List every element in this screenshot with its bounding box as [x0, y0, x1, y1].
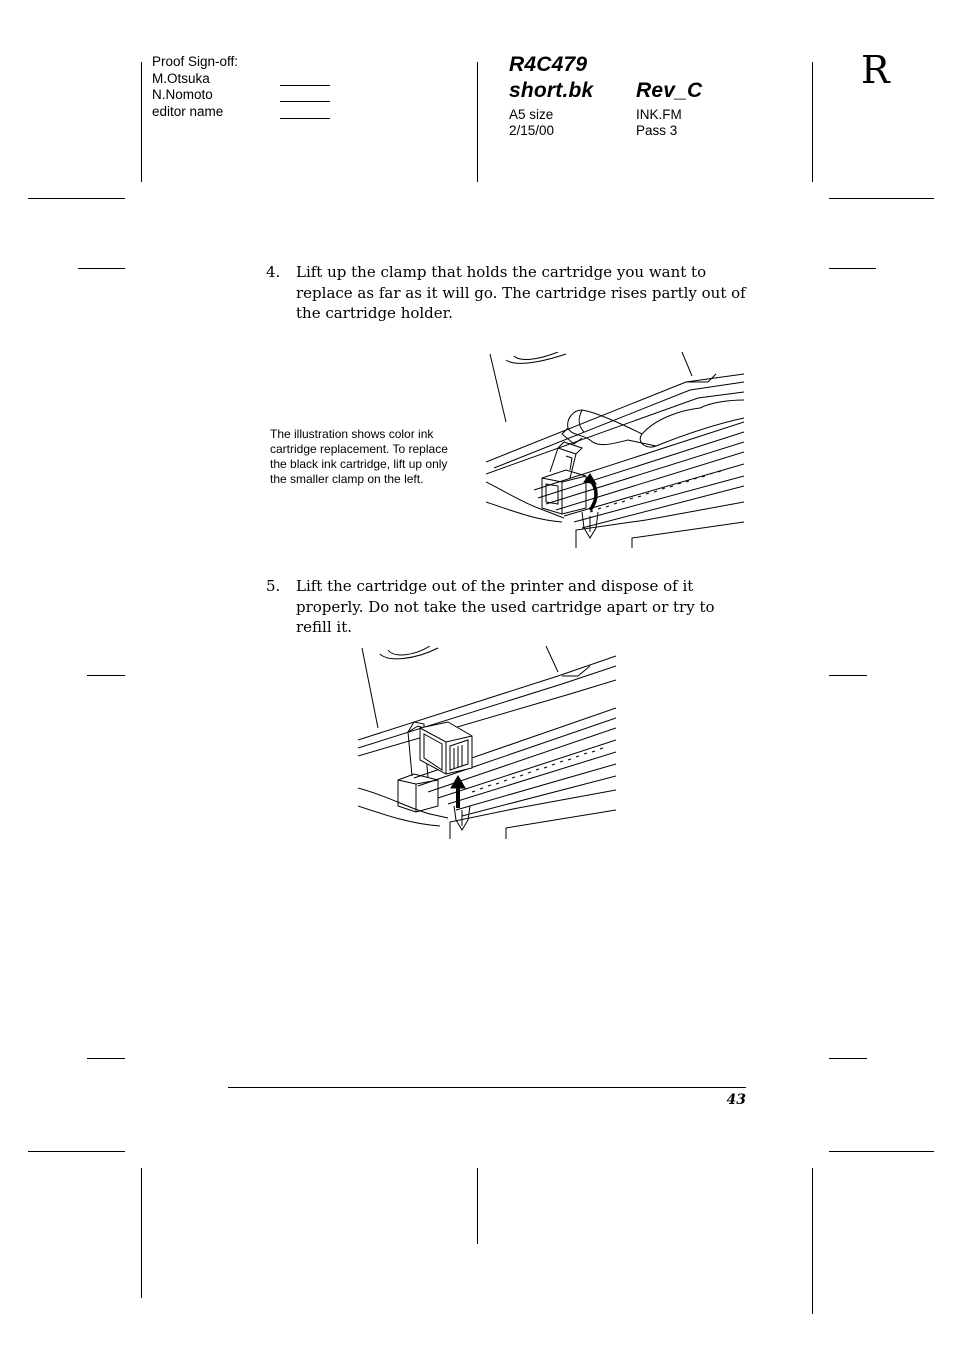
page-number: 43: [726, 1092, 746, 1108]
margin-mark-right-3: [829, 1058, 867, 1059]
signer-2: N.Nomoto: [152, 87, 213, 102]
signoff-line-2: [280, 101, 330, 102]
crop-mark-top-right-vertical: [812, 62, 813, 182]
paper-size: A5 size: [509, 107, 554, 122]
margin-mark-left-2: [87, 675, 125, 676]
proof-signoff-label: Proof Sign-off:: [152, 54, 239, 69]
margin-mark-left-1: [78, 268, 125, 269]
cartridge-removal-illustration: [358, 646, 616, 839]
margin-mark-left-3: [87, 1058, 125, 1059]
footer-rule: [228, 1087, 746, 1088]
step-4-number: 4.: [266, 263, 281, 281]
margin-mark-right-1: [829, 268, 876, 269]
pass-label: Pass 3: [636, 123, 678, 138]
revision-code: Rev_C: [636, 79, 703, 102]
step-5-number: 5.: [266, 577, 281, 595]
step-4: [266, 262, 748, 324]
crop-mark-bottom-left-horizontal: [28, 1151, 125, 1152]
proof-signoff-block: [152, 54, 272, 120]
clamp-illustration: [486, 352, 744, 548]
crop-mark-top-left-horizontal: [28, 198, 125, 199]
crop-mark-bottom-right-vertical: [812, 1168, 813, 1314]
crop-mark-bottom-left-vertical: [141, 1168, 142, 1298]
margin-mark-right-2: [829, 675, 867, 676]
corner-mark: R: [861, 48, 890, 92]
doc-date: 2/15/00: [509, 123, 555, 138]
crop-mark-bottom-right-horizontal: [829, 1151, 934, 1152]
crop-mark-top-right-horizontal: [829, 198, 934, 199]
crop-mark-top-center-vertical: [477, 62, 478, 182]
step-5-text: Lift the cartridge out of the printer and dispose of it properly. Do not take the used cartridge apart or try to refill it.: [296, 577, 715, 636]
signoff-line-1: [280, 85, 330, 86]
step-5: [266, 576, 748, 636]
step-4-text: Lift up the clamp that holds the cartridge you want to replace as far as it will go. The cartridge rises partly out of the cartridge holder.: [296, 263, 746, 322]
signoff-line-3: [280, 118, 330, 119]
signer-3: editor name: [152, 103, 224, 119]
crop-mark-top-left-vertical: [141, 62, 142, 182]
book-name: short.bk: [509, 79, 594, 102]
figure-note: The illustration shows color ink cartridge replacement. To replace the black ink cartridge, lift up only the smaller clamp on the left.: [270, 427, 448, 486]
file-name: INK.FM: [636, 107, 682, 122]
signer-1: M.Otsuka: [152, 70, 210, 86]
doc-code: R4C479: [509, 53, 588, 76]
crop-mark-bottom-center-vertical: [477, 1168, 478, 1244]
